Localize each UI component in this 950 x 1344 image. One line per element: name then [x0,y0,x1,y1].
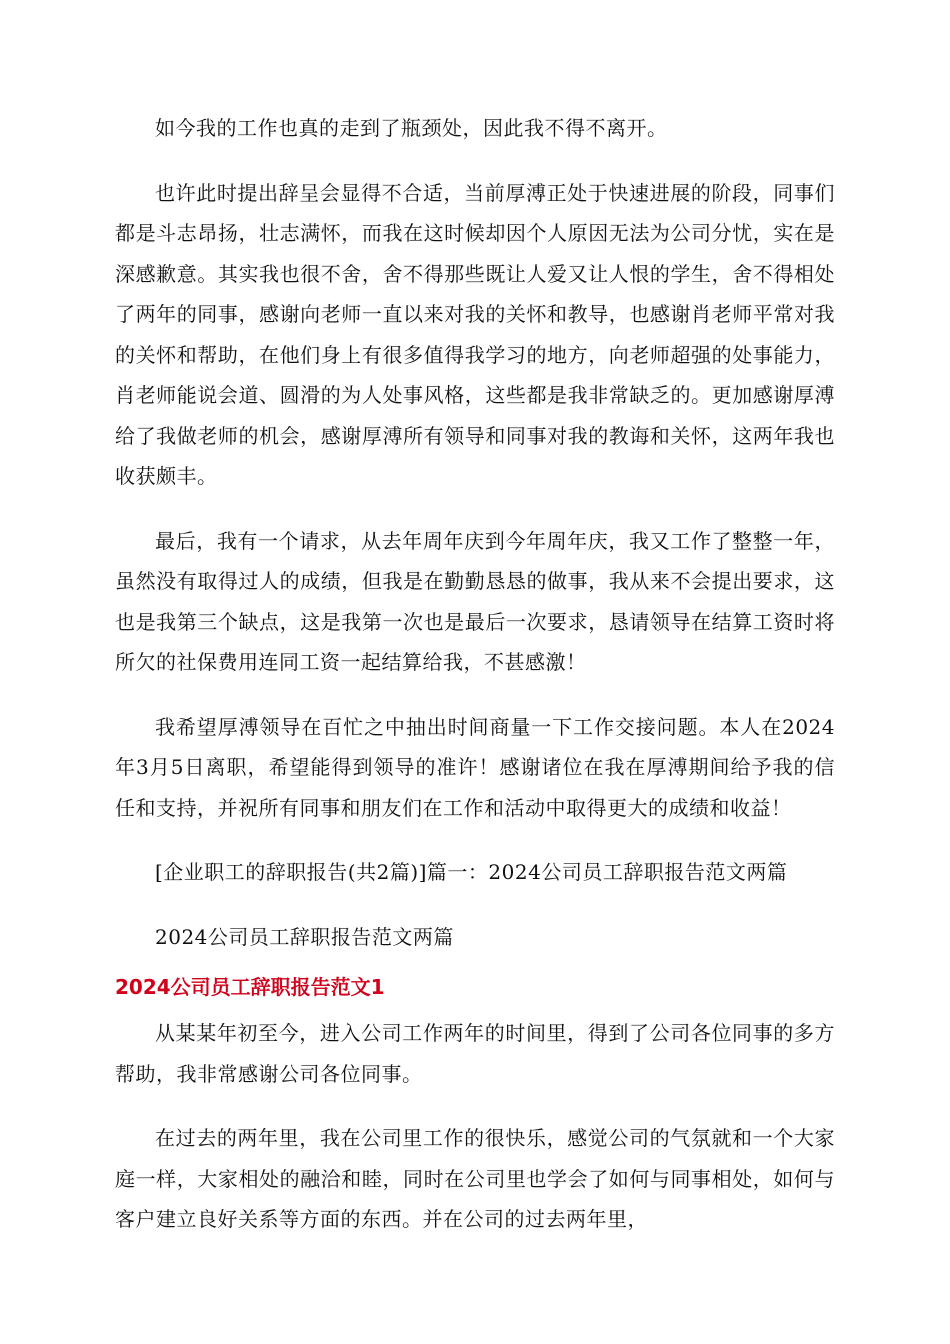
document-page [115,108,835,1264]
paragraph: 最后，我有一个请求，从去年周年庆到今年周年庆，我又工作了整整一年，虽然没有取得过人的成绩，但我是在勤勤恳恳的做事，我从来不会提出要求，这也是我第三个缺点，这是我第一次也是最后一次要求，恳请领导在结算工资时将所欠的社保费用连同工资一起结算给我，不甚感激！ [115,528,835,674]
paragraph: 2024公司员工辞职报告范文两篇 [155,924,454,949]
paragraph: [企业职工的辞职报告(共2篇)]篇一：2024公司员工辞职报告范文两篇 [155,860,788,884]
section-heading: 2024公司员工辞职报告范文1 [115,975,385,999]
paragraph: 如今我的工作也真的走到了瓶颈处，因此我不得不离开。 [155,116,668,140]
paragraph: 在过去的两年里，我在公司里工作的很快乐，感觉公司的气氛就和一个大家庭一样，大家相处的融洽和睦，同时在公司里也学会了如何与同事相处，如何与客户建立良好关系等方面的东西。并在公司的过去两年里， [115,1126,835,1231]
paragraph: 从某某年初至今，进入公司工作两年的时间里，得到了公司各位同事的多方帮助，我非常感谢公司各位同事。 [115,1021,835,1086]
paragraph: 我希望厚溥领导在百忙之中抽出时间商量一下工作交接问题。本人在2024年3月5日离职，希望能得到领导的准许！感谢诸位在我在厚溥期间给予我的信任和支持，并祝所有同事和朋友们在工作和活动中取得更大的成绩和收益！ [115,714,835,820]
paragraph: 也许此时提出辞呈会显得不合适，当前厚溥正处于快速进展的阶段，同事们都是斗志昂扬，壮志满怀，而我在这时候却因个人原因无法为公司分忧，实在是深感歉意。其实我也很不舍，舍不得那些既让人爱又让人恨的学生，舍不得相处了两年的同事，感谢向老师一直以来对我的关怀和教导，也感谢肖老师平常对我的关怀和帮助，在他们身上有很多值得我学习的地方，向老师超强的处事能力，肖老师能说会道、圆滑的为人处事风格，这些都是我非常缺乏的。更加感谢厚溥给了我做老师的机会，感谢厚溥所有领导和同事对我的教诲和关怀，这两年我也收获颇丰。 [115,180,835,488]
